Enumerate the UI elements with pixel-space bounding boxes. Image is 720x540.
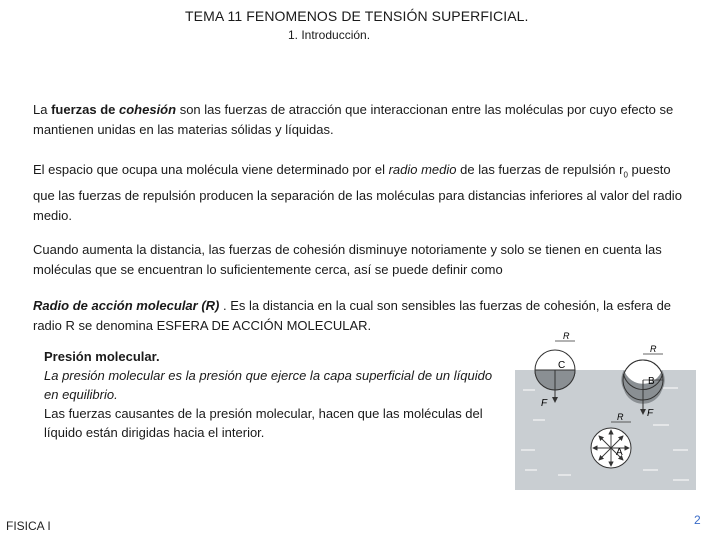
p2-sub: 0	[623, 170, 628, 180]
molecular-action-sphere-figure	[513, 330, 698, 490]
molecular-pressure-definition: La presión molecular es la presión que ejerce la capa superficial de un líquido en equilibrio.	[44, 368, 493, 402]
label-a: A	[616, 447, 623, 458]
label-r-top: R	[563, 331, 570, 341]
molecular-pressure-heading: Presión molecular.	[44, 349, 160, 364]
label-f-left: F	[541, 398, 548, 409]
p4-bold-italic: Radio de acción molecular (R)	[33, 298, 220, 313]
paragraph-cohesion	[33, 100, 683, 140]
label-r-a: R	[617, 412, 624, 422]
page-number: 2	[694, 513, 701, 527]
page-title: TEMA 11 FENOMENOS DE TENSIÓN SUPERFICIAL.	[185, 8, 529, 24]
p1-rest: son las fuerzas de atracción que interaccionan entre las moléculas por cuyo efecto se mantienen unidas en las materias sólidas y líquidas.	[33, 102, 674, 137]
p1-pre: La	[33, 102, 52, 117]
label-c: C	[558, 360, 566, 371]
label-f-right: F	[647, 408, 654, 419]
p2-pre: El espacio que ocupa una molécula viene determinado por el	[33, 162, 389, 177]
paragraph-radio-medio	[33, 160, 683, 226]
p1-bold-italic: cohesión	[119, 102, 177, 117]
p2-italic: radio medio	[388, 162, 457, 177]
molecular-pressure-block	[44, 347, 504, 442]
p2-rest: puesto que las fuerzas de repulsión producen la separación de las moléculas para distancias inferiores al valor del radio medio.	[33, 162, 682, 223]
section-subtitle: 1. Introducción.	[288, 28, 371, 42]
molecular-pressure-causes: Las fuerzas causantes de la presión molecular, hacen que las moléculas del líquido están dirigidas hacia el interior.	[44, 406, 483, 440]
paragraph-distance: Cuando aumenta la distancia, las fuerzas de cohesión disminuye notoriamente y solo se tienen en cuenta las moléculas que se encuentran lo suficientemente cerca, así se puede definir como	[33, 242, 662, 277]
p4-rest: . Es la distancia en la cual son sensibles las fuerzas de cohesión, la esfera de radio R se denomina ESFERA DE ACCIÓN MOLECULAR.	[33, 298, 672, 333]
p1-bold: fuerzas de	[51, 102, 119, 117]
course-footer: FISICA I	[6, 519, 51, 533]
label-b: B	[648, 376, 655, 387]
p2-mid: de las fuerzas de repulsión r	[456, 162, 624, 177]
label-r-b: R	[650, 344, 657, 354]
